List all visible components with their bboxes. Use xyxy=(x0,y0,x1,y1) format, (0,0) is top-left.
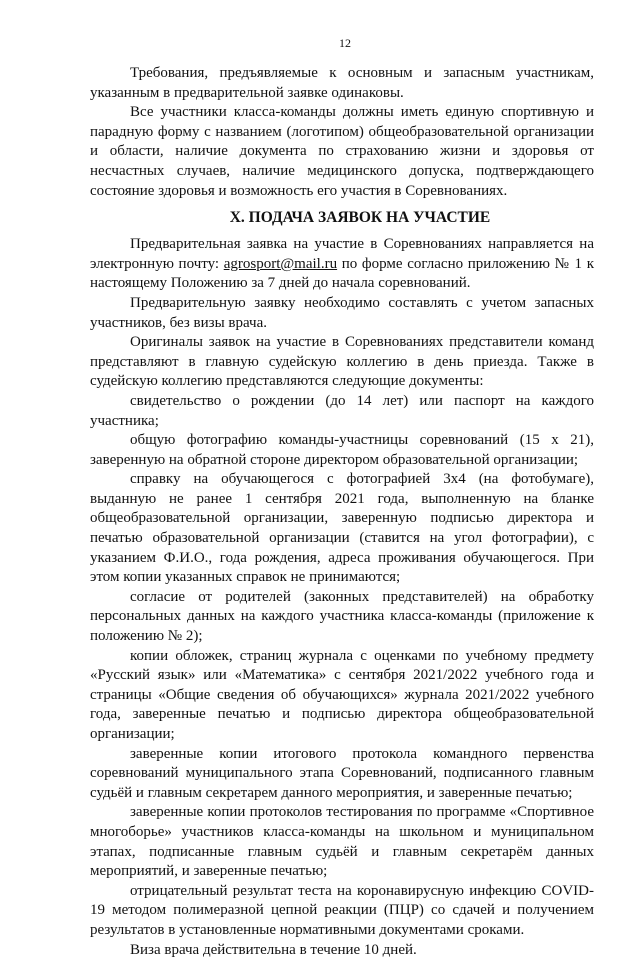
paragraph-doctor-visa: Виза врача действительна в течение 10 дней. xyxy=(130,941,417,958)
section-title: X. ПОДАЧА ЗАЯВОК НА УЧАСТИЕ xyxy=(229,209,491,227)
list-item-team-photo: общую фотографию команды-участницы соревнований (15 х 21), заверенную на обратной стороне директором образовательной организации; xyxy=(90,432,594,468)
paragraph-originals: Оригиналы заявок на участие в Соревнованиях представители команд представляют в главную судейскую коллегию в день приезда. Также в судейскую коллегию представляются следующие документы: xyxy=(90,334,594,390)
paragraph-requirements: Требования, предъявляемые к основным и запасным участникам, указанным в предварительной заявке одинаковы. xyxy=(90,65,594,101)
application-text-before-email: Предварительная заявка на участие в Соревнованиях направляется на электронную почту: xyxy=(90,236,594,272)
list-item-parental-consent: согласие от родителей (законных представителей) на обработку персональных данных на каждого участника класса-команды (приложение к положению № 2); xyxy=(90,588,594,645)
paragraph-preliminary-application xyxy=(90,235,594,294)
paragraph-reserve-participants: Предварительную заявку необходимо составлять с учетом запасных участников, без визы врача. xyxy=(90,294,594,331)
list-item-testing-protocols: заверенные копии протоколов тестирования по программе «Спортивное многоборье» участников класса-команды на школьном и муниципальном этапах, подписанные главным судьёй и главным секретарём данных мероприятий, и заверенные печатью; xyxy=(90,804,594,880)
list-item-covid-test: отрицательный результат теста на коронавирусную инфекцию COVID-19 методом полимеразной цепной реакции (ПЦР) со сдачей и получением результатов в установленные нормативными документами сроками. xyxy=(90,882,594,938)
email-link[interactable]: agrosport@mail.ru xyxy=(223,255,338,272)
list-item-student-certificate: справку на обучающегося с фотографией 3х4 (на фотобумаге), выданную не ранее 1 сентября 2021 года, выполненную на бланке общеобразовательной организации, заверенную подписью директора и печатью образовательной организации (ставится на угол фотографии), с указанием Ф.И.О., года рождения, адреса проживания обучающегося. При этом копии указанных справок не принимаются; xyxy=(90,471,594,586)
application-text-after-email: по форме согласно приложению № 1 к настоящему Положению за 7 дней до начала соревнований. xyxy=(90,255,594,292)
page-number: 12 xyxy=(339,36,351,50)
paragraph-uniform: Все участники класса-команды должны иметь единую спортивную и парадную форму с названием (логотипом) общеобразовательной организации и области, наличие документа по страхованию жизни и здоровья от несчастных случаев, наличие медицинского допуска, подтверждающего состояние здоровья и возможность его участия в Соревнованиях. xyxy=(90,104,594,199)
list-item-municipal-protocol: заверенные копии итогового протокола командного первенства соревнований муниципального этапа Соревнований, подписанного главным судьёй и главным секретарем данного мероприятия, и заверенные печатью; xyxy=(90,745,594,801)
list-item-journal-copies: копии обложек, страниц журнала с оценками по учебному предмету «Русский язык» или «Математика» с сентября 2021/2022 учебного года и страницы «Общие сведения об обучающихся» журнала 2021/2022 учебного года, заверенные печатью и подписью директора общеобразовательной организации; xyxy=(90,647,594,742)
list-item-birth-certificate: свидетельство о рождении (до 14 лет) или паспорт на каждого участника; xyxy=(90,392,594,429)
